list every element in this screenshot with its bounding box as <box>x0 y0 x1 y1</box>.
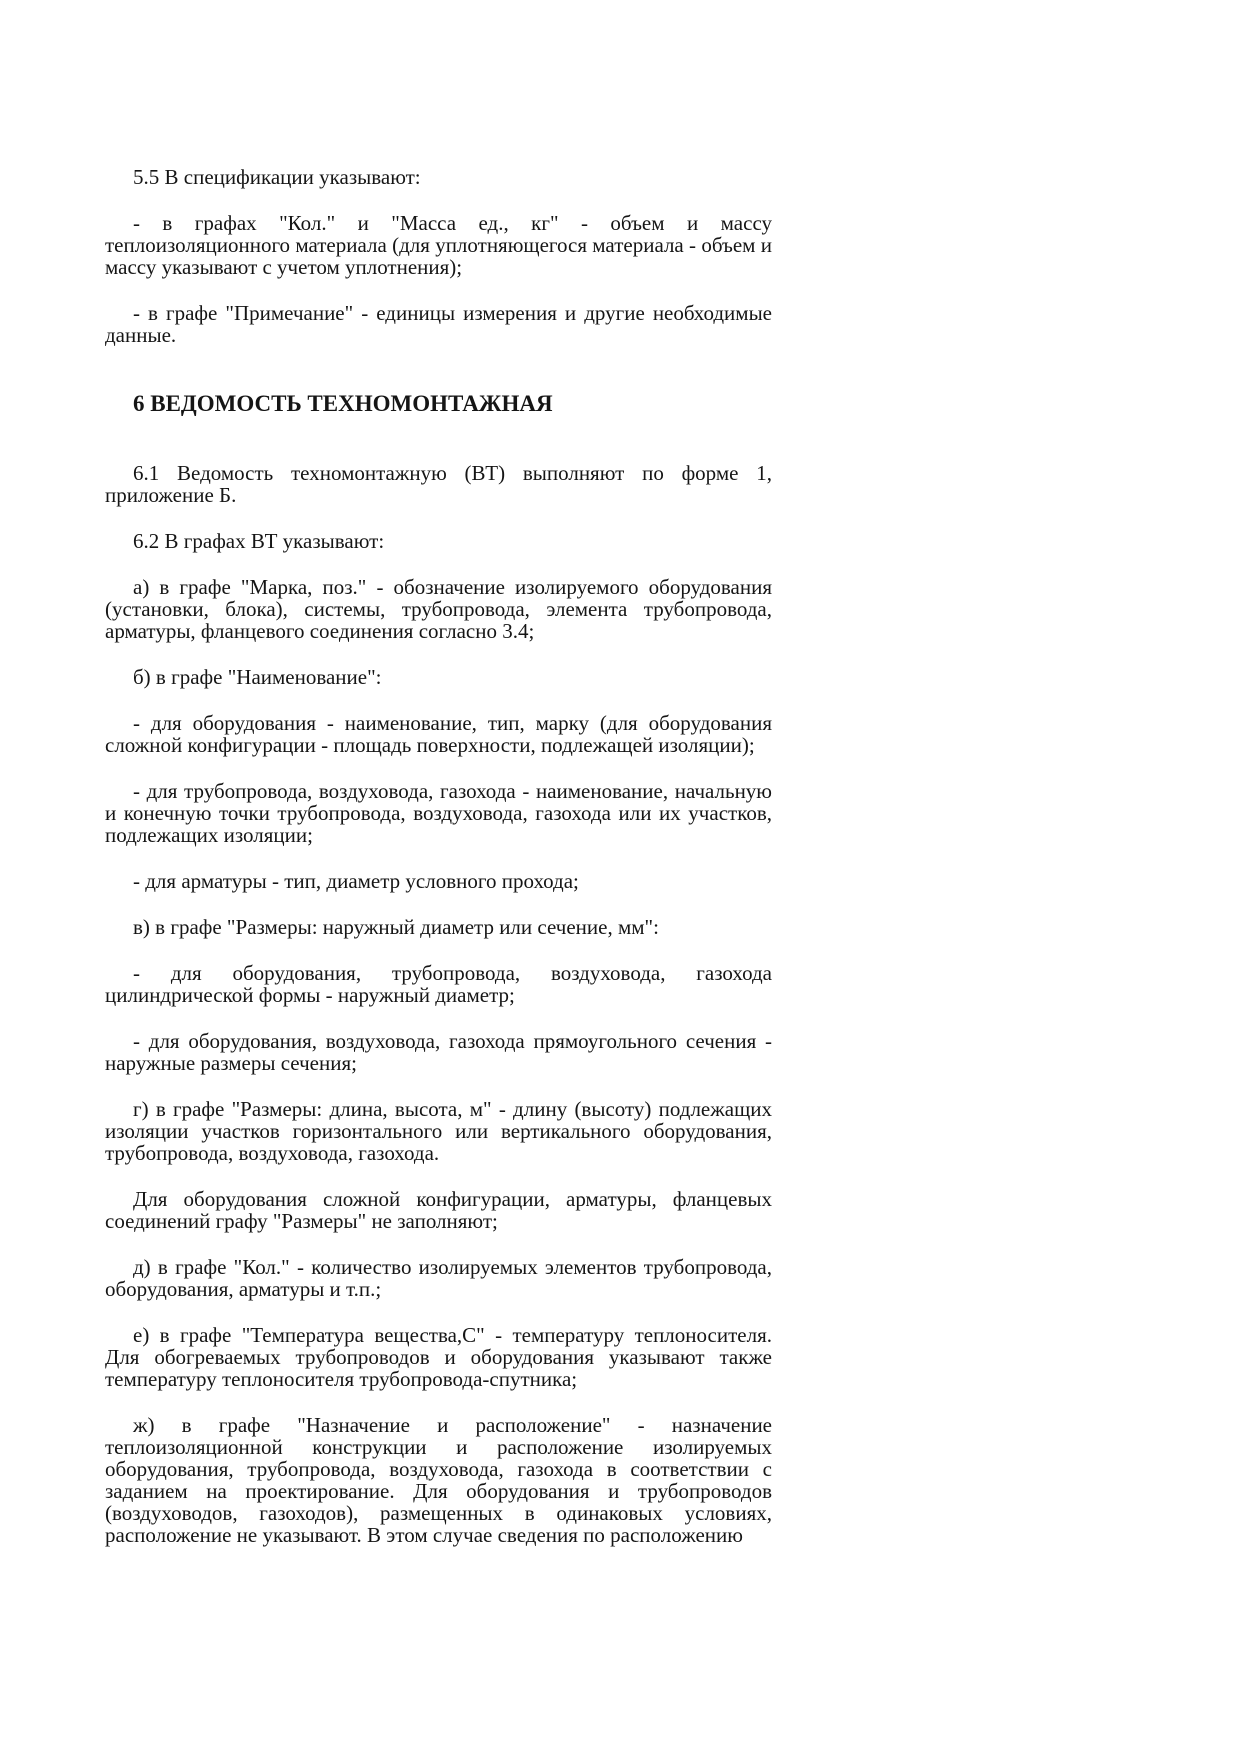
paragraph: - для оборудования, трубопровода, воздуховода, газохода цилиндрической формы - наружный диаметр; <box>105 961 772 1007</box>
paragraph: е) в графе "Температура вещества,С" - температуру теплоносителя. Для обогреваемых трубопроводов и оборудования указывают также температуру теплоносителя трубопровода-спутника; <box>105 1323 772 1391</box>
paragraph: ж) в графе "Назначение и расположение" - назначение теплоизоляционной конструкции и расположение изолируемых оборудования, трубопровода, воздуховода, газохода в соответствии с заданием на проектирование. Для оборудования и трубопроводов (воздуховодов, газоходов), размещенных в одинаковых условиях, расположение не указывают. В этом случае сведения по расположению <box>105 1413 772 1547</box>
paragraph: - в графе "Примечание" - единицы измерения и другие необходимые данные. <box>105 301 772 347</box>
section-heading: 6 ВЕДОМОСТЬ ТЕХНОМОНТАЖНАЯ <box>133 391 553 416</box>
paragraph: - для арматуры - тип, диаметр условного прохода; <box>133 869 579 893</box>
paragraph: д) в графе "Кол." - количество изолируемых элементов трубопровода, оборудования, арматуры и т.п.; <box>105 1255 772 1301</box>
paragraph: Для оборудования сложной конфигурации, арматуры, фланцевых соединений графу "Размеры" не заполняют; <box>105 1187 772 1233</box>
paragraph: 6.1 Ведомость техномонтажную (ВТ) выполняют по форме 1, приложение Б. <box>105 461 772 507</box>
document-body <box>105 0 772 1546</box>
paragraph: - для трубопровода, воздуховода, газохода - наименование, начальную и конечную точки трубопровода, воздуховода, газохода или их участков, подлежащих изоляции; <box>105 779 772 847</box>
paragraph: в) в графе "Размеры: наружный диаметр или сечение, мм": <box>133 915 659 939</box>
paragraph: г) в графе "Размеры: длина, высота, м" - длину (высоту) подлежащих изоляции участков горизонтального или вертикального оборудования, трубопровода, воздуховода, газохода. <box>105 1097 772 1165</box>
paragraph: б) в графе "Наименование": <box>133 665 382 689</box>
paragraph: а) в графе "Марка, поз." - обозначение изолируемого оборудования (установки, блока), системы, трубопровода, элемента трубопровода, арматуры, фланцевого соединения согласно 3.4; <box>105 575 772 643</box>
paragraph: 6.2 В графах ВТ указывают: <box>133 529 385 553</box>
paragraph: - в графах "Кол." и "Масса ед., кг" - объем и массу теплоизоляционного материала (для уплотняющегося материала - объем и массу указывают с учетом уплотнения); <box>105 211 772 279</box>
paragraph: - для оборудования, воздуховода, газохода прямоугольного сечения - наружные размеры сечения; <box>105 1029 772 1075</box>
paragraph: 5.5 В спецификации указывают: <box>133 165 421 189</box>
paragraph: - для оборудования - наименование, тип, марку (для оборудования сложной конфигурации - площадь поверхности, подлежащей изоляции); <box>105 711 772 757</box>
